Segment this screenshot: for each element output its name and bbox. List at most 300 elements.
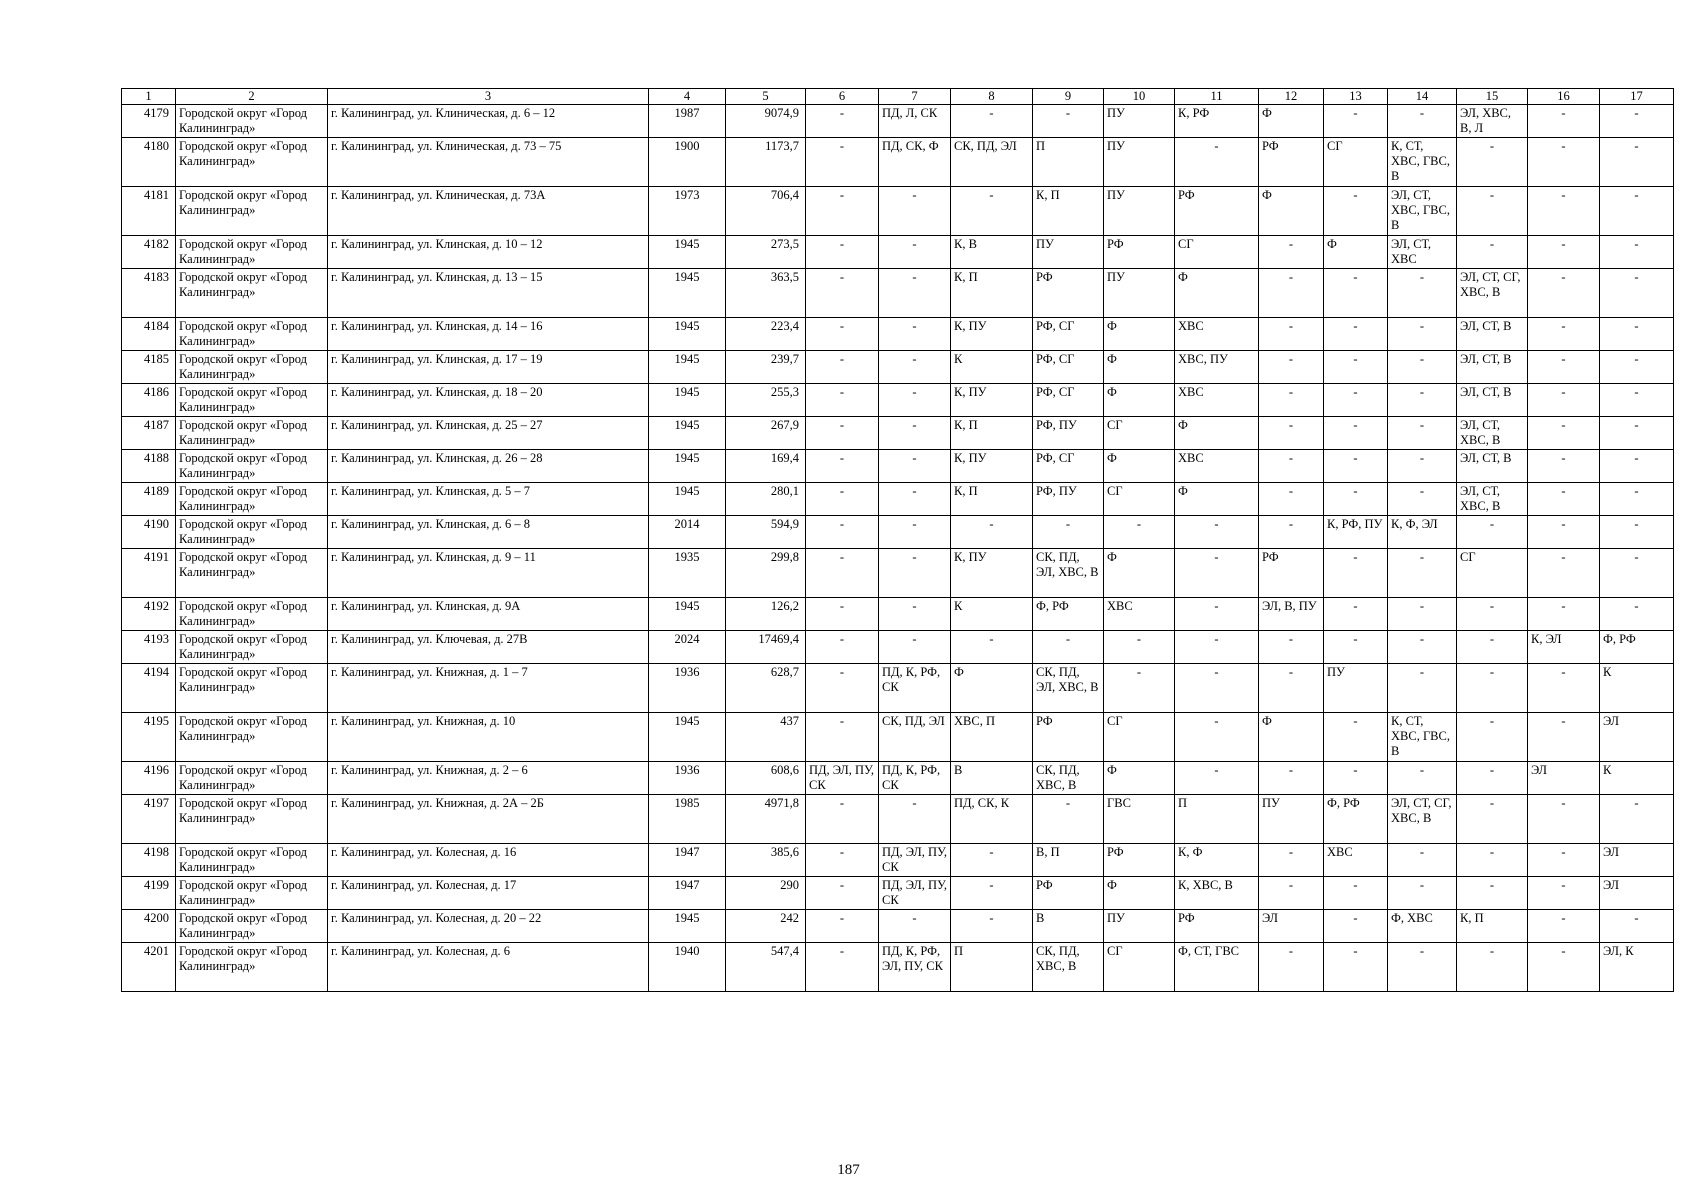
table-cell: СГ — [1104, 417, 1175, 450]
table-cell: г. Калининград, ул. Клинская, д. 25 – 27 — [328, 417, 649, 450]
table-cell: - — [1259, 384, 1324, 417]
table-cell: - — [806, 844, 879, 877]
table-cell: г. Калининград, ул. Ключевая, д. 27В — [328, 631, 649, 664]
table-cell: 4196 — [122, 762, 176, 795]
table-cell: ЭЛ, СТ, В — [1457, 384, 1528, 417]
table-cell: 239,7 — [726, 351, 806, 384]
table-cell: 1936 — [649, 762, 726, 795]
table-cell: ЭЛ — [1600, 844, 1674, 877]
table-cell: ХВС — [1104, 598, 1175, 631]
table-cell: СГ — [1457, 549, 1528, 598]
table-cell: К, П — [951, 483, 1033, 516]
table-cell: ХВС, ПУ — [1175, 351, 1259, 384]
column-header: 7 — [879, 89, 951, 105]
table-cell: - — [1259, 269, 1324, 318]
table-cell: К, РФ, ПУ — [1324, 516, 1388, 549]
table-cell: ЭЛ, СТ, В — [1457, 450, 1528, 483]
table-cell: г. Калининград, ул. Клинская, д. 6 – 8 — [328, 516, 649, 549]
table-cell: - — [1259, 351, 1324, 384]
table-cell: - — [806, 795, 879, 844]
column-header: 12 — [1259, 89, 1324, 105]
table-cell: - — [806, 598, 879, 631]
table-row — [122, 318, 1674, 351]
table-cell: - — [951, 910, 1033, 943]
table-cell: - — [806, 943, 879, 992]
table-cell: - — [951, 631, 1033, 664]
table-cell: - — [1528, 483, 1600, 516]
table-cell: К — [951, 351, 1033, 384]
table-cell: 706,4 — [726, 187, 806, 236]
table-row — [122, 631, 1674, 664]
table-cell: - — [806, 417, 879, 450]
table-cell: - — [1528, 877, 1600, 910]
table-cell: 4186 — [122, 384, 176, 417]
table-cell: Городской округ «Город Калининград» — [176, 138, 328, 187]
table-cell: 4197 — [122, 795, 176, 844]
table-cell: Городской округ «Город Калининград» — [176, 483, 328, 516]
table-cell: Ф, СТ, ГВС — [1175, 943, 1259, 992]
table-cell: г. Калининград, ул. Книжная, д. 2А – 2Б — [328, 795, 649, 844]
table-cell: ПД, ЭЛ, ПУ, СК — [879, 844, 951, 877]
table-cell: - — [806, 631, 879, 664]
table-cell: СГ — [1104, 713, 1175, 762]
table-cell: - — [1600, 910, 1674, 943]
table-cell: ПУ — [1104, 187, 1175, 236]
table-row — [122, 138, 1674, 187]
table-cell: - — [806, 187, 879, 236]
table-cell: ПД, СК, К — [951, 795, 1033, 844]
table-cell: - — [1175, 713, 1259, 762]
table-cell: - — [1388, 105, 1457, 138]
table-row — [122, 943, 1674, 992]
table-cell: 2024 — [649, 631, 726, 664]
table-cell: г. Калининград, ул. Клинская, д. 5 – 7 — [328, 483, 649, 516]
table-cell: ХВС — [1175, 318, 1259, 351]
table-cell: К, ЭЛ — [1528, 631, 1600, 664]
table-cell: - — [1388, 384, 1457, 417]
table-cell: ПУ — [1104, 269, 1175, 318]
table-cell: 4191 — [122, 549, 176, 598]
table-cell: - — [1457, 516, 1528, 549]
table-cell: - — [1388, 549, 1457, 598]
table-cell: - — [1528, 713, 1600, 762]
table-row — [122, 417, 1674, 450]
column-header: 15 — [1457, 89, 1528, 105]
table-cell: К, ПУ — [951, 318, 1033, 351]
table-cell: ЭЛ, СТ, ХВС, ГВС, В — [1388, 187, 1457, 236]
table-cell: 1945 — [649, 417, 726, 450]
table-cell: ПД, ЭЛ, ПУ, СК — [879, 877, 951, 910]
table-cell: - — [879, 351, 951, 384]
table-cell: К — [951, 598, 1033, 631]
table-cell: РФ, ПУ — [1033, 483, 1104, 516]
table-cell: К, ПУ — [951, 384, 1033, 417]
table-cell: РФ, СГ — [1033, 450, 1104, 483]
table-cell: - — [1457, 943, 1528, 992]
table-cell: Ф — [1104, 549, 1175, 598]
table-cell: Ф, РФ — [1324, 795, 1388, 844]
table-cell: г. Калининград, ул. Клиническая, д. 6 – 12 — [328, 105, 649, 138]
table-cell: - — [1600, 549, 1674, 598]
table-cell: - — [1324, 417, 1388, 450]
table-cell: - — [1600, 269, 1674, 318]
table-cell: Ф, ХВС — [1388, 910, 1457, 943]
table-cell: - — [1104, 631, 1175, 664]
table-cell: - — [879, 598, 951, 631]
table-cell: Городской округ «Город Калининград» — [176, 549, 328, 598]
table-cell: К — [1600, 762, 1674, 795]
table-cell: 4179 — [122, 105, 176, 138]
table-cell: СК, ПД, ЭЛ — [879, 713, 951, 762]
table-cell: Городской округ «Город Калининград» — [176, 450, 328, 483]
table-cell: Городской округ «Город Калининград» — [176, 762, 328, 795]
table-cell: - — [1457, 713, 1528, 762]
column-header: 13 — [1324, 89, 1388, 105]
table-cell: ПУ — [1033, 236, 1104, 269]
table-cell: К, Ф, ЭЛ — [1388, 516, 1457, 549]
table-cell: - — [1259, 516, 1324, 549]
table-cell: 169,4 — [726, 450, 806, 483]
table-cell: - — [879, 384, 951, 417]
table-row — [122, 351, 1674, 384]
table-cell: ГВС — [1104, 795, 1175, 844]
table-cell: РФ — [1033, 713, 1104, 762]
table-cell: - — [879, 795, 951, 844]
table-cell: - — [1324, 384, 1388, 417]
table-cell: Ф — [1104, 877, 1175, 910]
column-header: 11 — [1175, 89, 1259, 105]
table-cell: 280,1 — [726, 483, 806, 516]
table-cell: - — [1528, 269, 1600, 318]
table-cell: - — [1528, 664, 1600, 713]
table-cell: Городской округ «Город Калининград» — [176, 877, 328, 910]
table-cell: СГ — [1104, 483, 1175, 516]
table-cell: 4971,8 — [726, 795, 806, 844]
table-cell: - — [1175, 631, 1259, 664]
table-cell: - — [1324, 631, 1388, 664]
table-cell: - — [951, 877, 1033, 910]
table-cell: г. Калининград, ул. Клинская, д. 9А — [328, 598, 649, 631]
table-cell: - — [1600, 598, 1674, 631]
table-cell: ЭЛ, К — [1600, 943, 1674, 992]
table-cell: - — [1528, 187, 1600, 236]
table-cell: Ф — [1259, 713, 1324, 762]
table-cell: К, СТ, ХВС, ГВС, В — [1388, 138, 1457, 187]
table-cell: - — [1388, 844, 1457, 877]
table-cell: СГ — [1324, 138, 1388, 187]
table-cell: - — [1600, 516, 1674, 549]
table-cell: - — [1528, 450, 1600, 483]
table-cell: Ф — [1104, 450, 1175, 483]
table-cell: г. Калининград, ул. Книжная, д. 1 – 7 — [328, 664, 649, 713]
table-cell: - — [1324, 483, 1388, 516]
table-cell: - — [1259, 483, 1324, 516]
table-cell: Городской округ «Город Калининград» — [176, 795, 328, 844]
table-cell: Ф — [1324, 236, 1388, 269]
table-cell: - — [1324, 877, 1388, 910]
table-cell: - — [1324, 269, 1388, 318]
table-cell: - — [1259, 236, 1324, 269]
table-cell: 4194 — [122, 664, 176, 713]
table-cell: 1945 — [649, 483, 726, 516]
table-cell: - — [1033, 795, 1104, 844]
table-cell: - — [806, 549, 879, 598]
column-header: 16 — [1528, 89, 1600, 105]
table-cell: 1945 — [649, 351, 726, 384]
table-cell: - — [1324, 598, 1388, 631]
table-cell: 4189 — [122, 483, 176, 516]
column-header: 17 — [1600, 89, 1674, 105]
table-cell: - — [1259, 631, 1324, 664]
table-cell: СК, ПД, ЭЛ, ХВС, В — [1033, 664, 1104, 713]
table-cell: - — [1175, 549, 1259, 598]
table-cell: РФ — [1259, 549, 1324, 598]
table-cell: Ф — [1104, 762, 1175, 795]
table-cell: - — [806, 483, 879, 516]
table-cell: 255,3 — [726, 384, 806, 417]
table-cell: Ф — [951, 664, 1033, 713]
table-cell: г. Калининград, ул. Колесная, д. 16 — [328, 844, 649, 877]
table-cell: - — [1388, 598, 1457, 631]
table-cell: Городской округ «Город Калининград» — [176, 384, 328, 417]
table-cell: 547,4 — [726, 943, 806, 992]
table-cell: - — [1324, 549, 1388, 598]
table-cell: - — [806, 236, 879, 269]
table-cell: - — [1600, 236, 1674, 269]
table-cell: СГ — [1104, 943, 1175, 992]
table-cell: - — [1528, 105, 1600, 138]
table-cell: - — [1388, 351, 1457, 384]
table-cell: 363,5 — [726, 269, 806, 318]
table-cell: 1935 — [649, 549, 726, 598]
table-cell: В — [1033, 910, 1104, 943]
table-cell: 242 — [726, 910, 806, 943]
table-cell: 1900 — [649, 138, 726, 187]
table-cell: - — [1324, 105, 1388, 138]
table-cell: - — [1388, 269, 1457, 318]
table-cell: СК, ПД, ХВС, В — [1033, 943, 1104, 992]
table-cell: г. Калининград, ул. Клинская, д. 9 – 11 — [328, 549, 649, 598]
table-cell: РФ, СГ — [1033, 384, 1104, 417]
column-header: 14 — [1388, 89, 1457, 105]
column-header: 10 — [1104, 89, 1175, 105]
table-cell: - — [879, 450, 951, 483]
table-cell: К, ПУ — [951, 450, 1033, 483]
table-cell: РФ — [1175, 187, 1259, 236]
table-cell: - — [1528, 236, 1600, 269]
table-cell: - — [879, 318, 951, 351]
table-cell: - — [806, 877, 879, 910]
table-cell: 4190 — [122, 516, 176, 549]
table-cell: - — [1259, 664, 1324, 713]
table-cell: ПУ — [1104, 138, 1175, 187]
table-cell: ХВС — [1175, 384, 1259, 417]
table-row — [122, 713, 1674, 762]
header-row — [122, 89, 1674, 105]
table-cell: ЭЛ, СТ, В — [1457, 318, 1528, 351]
table-cell: ПУ — [1104, 105, 1175, 138]
table-cell: РФ — [1033, 877, 1104, 910]
table-cell: - — [1259, 943, 1324, 992]
table-cell: - — [1175, 516, 1259, 549]
table-cell: 267,9 — [726, 417, 806, 450]
table-row — [122, 762, 1674, 795]
table-cell: ЭЛ, В, ПУ — [1259, 598, 1324, 631]
table-cell: 1985 — [649, 795, 726, 844]
table-cell: 1945 — [649, 384, 726, 417]
table-cell: - — [1324, 943, 1388, 992]
table-cell: - — [1600, 351, 1674, 384]
table-cell: - — [1388, 943, 1457, 992]
table-cell: ЭЛ — [1600, 877, 1674, 910]
table-cell: - — [879, 187, 951, 236]
table-cell: - — [1175, 664, 1259, 713]
table-cell: - — [879, 483, 951, 516]
table-cell: Городской округ «Город Калининград» — [176, 269, 328, 318]
page-number: 187 — [837, 1162, 860, 1178]
table-cell: - — [1528, 598, 1600, 631]
table-cell: ЭЛ, СТ, СГ, ХВС, В — [1388, 795, 1457, 844]
table-row — [122, 187, 1674, 236]
table-cell: - — [1600, 318, 1674, 351]
table-cell: Ф — [1175, 269, 1259, 318]
table-cell: Ф — [1104, 384, 1175, 417]
table-cell: - — [1324, 713, 1388, 762]
table-cell: г. Калининград, ул. Клиническая, д. 73 – 75 — [328, 138, 649, 187]
table-cell: - — [1457, 844, 1528, 877]
table-cell: 223,4 — [726, 318, 806, 351]
table-cell: - — [806, 516, 879, 549]
table-cell: - — [1033, 105, 1104, 138]
table-cell: 4199 — [122, 877, 176, 910]
table-cell: К, П — [951, 417, 1033, 450]
table-cell: - — [806, 713, 879, 762]
table-cell: Городской округ «Город Калининград» — [176, 516, 328, 549]
table-cell: - — [879, 516, 951, 549]
table-cell: - — [1388, 318, 1457, 351]
table-cell: ЭЛ, СТ, ХВС, В — [1457, 483, 1528, 516]
table-cell: - — [951, 187, 1033, 236]
table-cell: - — [1388, 483, 1457, 516]
table-cell: - — [1457, 187, 1528, 236]
table-cell: г. Калининград, ул. Клинская, д. 13 – 15 — [328, 269, 649, 318]
table-cell: - — [1324, 318, 1388, 351]
table-cell: г. Калининград, ул. Клиническая, д. 73А — [328, 187, 649, 236]
table-cell: - — [1388, 631, 1457, 664]
table-cell: К, СТ, ХВС, ГВС, В — [1388, 713, 1457, 762]
table-cell: 290 — [726, 877, 806, 910]
table-cell: г. Калининград, ул. Колесная, д. 17 — [328, 877, 649, 910]
table-cell: - — [1259, 877, 1324, 910]
table-cell: П — [1175, 795, 1259, 844]
table-row — [122, 483, 1674, 516]
table-cell: К, Ф — [1175, 844, 1259, 877]
table-cell: 4180 — [122, 138, 176, 187]
table-row — [122, 844, 1674, 877]
table-cell: 1945 — [649, 318, 726, 351]
table-cell: Ф — [1259, 105, 1324, 138]
table-cell: 299,8 — [726, 549, 806, 598]
table-cell: - — [1528, 318, 1600, 351]
table-cell: - — [1175, 762, 1259, 795]
table-cell: В — [951, 762, 1033, 795]
table-cell: Ф — [1104, 351, 1175, 384]
table-cell: Городской округ «Город Калининград» — [176, 187, 328, 236]
table-cell: Городской округ «Город Калининград» — [176, 417, 328, 450]
table-cell: 1947 — [649, 844, 726, 877]
table-cell: 4195 — [122, 713, 176, 762]
table-cell: - — [1259, 844, 1324, 877]
table-cell: В, П — [1033, 844, 1104, 877]
table-cell: К, В — [951, 236, 1033, 269]
table-cell: г. Калининград, ул. Клинская, д. 10 – 12 — [328, 236, 649, 269]
table-cell: - — [1600, 105, 1674, 138]
table-cell: Городской округ «Город Калининград» — [176, 236, 328, 269]
table-cell: - — [1600, 417, 1674, 450]
table-cell: - — [806, 384, 879, 417]
table-cell: - — [879, 417, 951, 450]
table-cell: 1945 — [649, 910, 726, 943]
table-cell: - — [1175, 598, 1259, 631]
table-cell: 4182 — [122, 236, 176, 269]
table-cell: ЭЛ, СТ, ХВС, В — [1457, 417, 1528, 450]
table-row — [122, 549, 1674, 598]
table-cell: ХВС, П — [951, 713, 1033, 762]
table-cell: ЭЛ, СТ, В — [1457, 351, 1528, 384]
table-cell: 4183 — [122, 269, 176, 318]
table-cell: 1936 — [649, 664, 726, 713]
table-cell: ЭЛ, ХВС, В, Л — [1457, 105, 1528, 138]
table-cell: - — [1324, 351, 1388, 384]
table-row — [122, 105, 1674, 138]
table-row — [122, 384, 1674, 417]
table-cell: Ф — [1175, 483, 1259, 516]
table-cell: - — [879, 549, 951, 598]
table-cell: РФ — [1259, 138, 1324, 187]
table-cell: - — [1457, 138, 1528, 187]
table-cell: - — [1528, 910, 1600, 943]
table-cell: г. Калининград, ул. Колесная, д. 6 — [328, 943, 649, 992]
table-cell: 437 — [726, 713, 806, 762]
table-row — [122, 598, 1674, 631]
table-cell: - — [1259, 417, 1324, 450]
column-header: 1 — [122, 89, 176, 105]
table-cell: 9074,9 — [726, 105, 806, 138]
table-row — [122, 910, 1674, 943]
table-cell: - — [1033, 631, 1104, 664]
table-cell: Городской округ «Город Калининград» — [176, 844, 328, 877]
table-cell: ХВС — [1324, 844, 1388, 877]
table-cell: Ф — [1104, 318, 1175, 351]
table-cell: ЭЛ, СТ, СГ, ХВС, В — [1457, 269, 1528, 318]
table-cell: ПД, К, РФ, СК — [879, 762, 951, 795]
table-cell: РФ — [1175, 910, 1259, 943]
table-row — [122, 236, 1674, 269]
table-cell: 1173,7 — [726, 138, 806, 187]
table-cell: СК, ПД, ЭЛ — [951, 138, 1033, 187]
table-cell: 4188 — [122, 450, 176, 483]
table-cell: Городской округ «Город Калининград» — [176, 910, 328, 943]
table-cell: - — [1528, 138, 1600, 187]
table-cell: Городской округ «Город Калининград» — [176, 351, 328, 384]
table-cell: - — [951, 105, 1033, 138]
table-cell: СГ — [1175, 236, 1259, 269]
table-cell: 4198 — [122, 844, 176, 877]
table-body — [122, 105, 1674, 992]
table-cell: - — [1457, 631, 1528, 664]
table-row — [122, 269, 1674, 318]
table-cell: РФ — [1104, 844, 1175, 877]
